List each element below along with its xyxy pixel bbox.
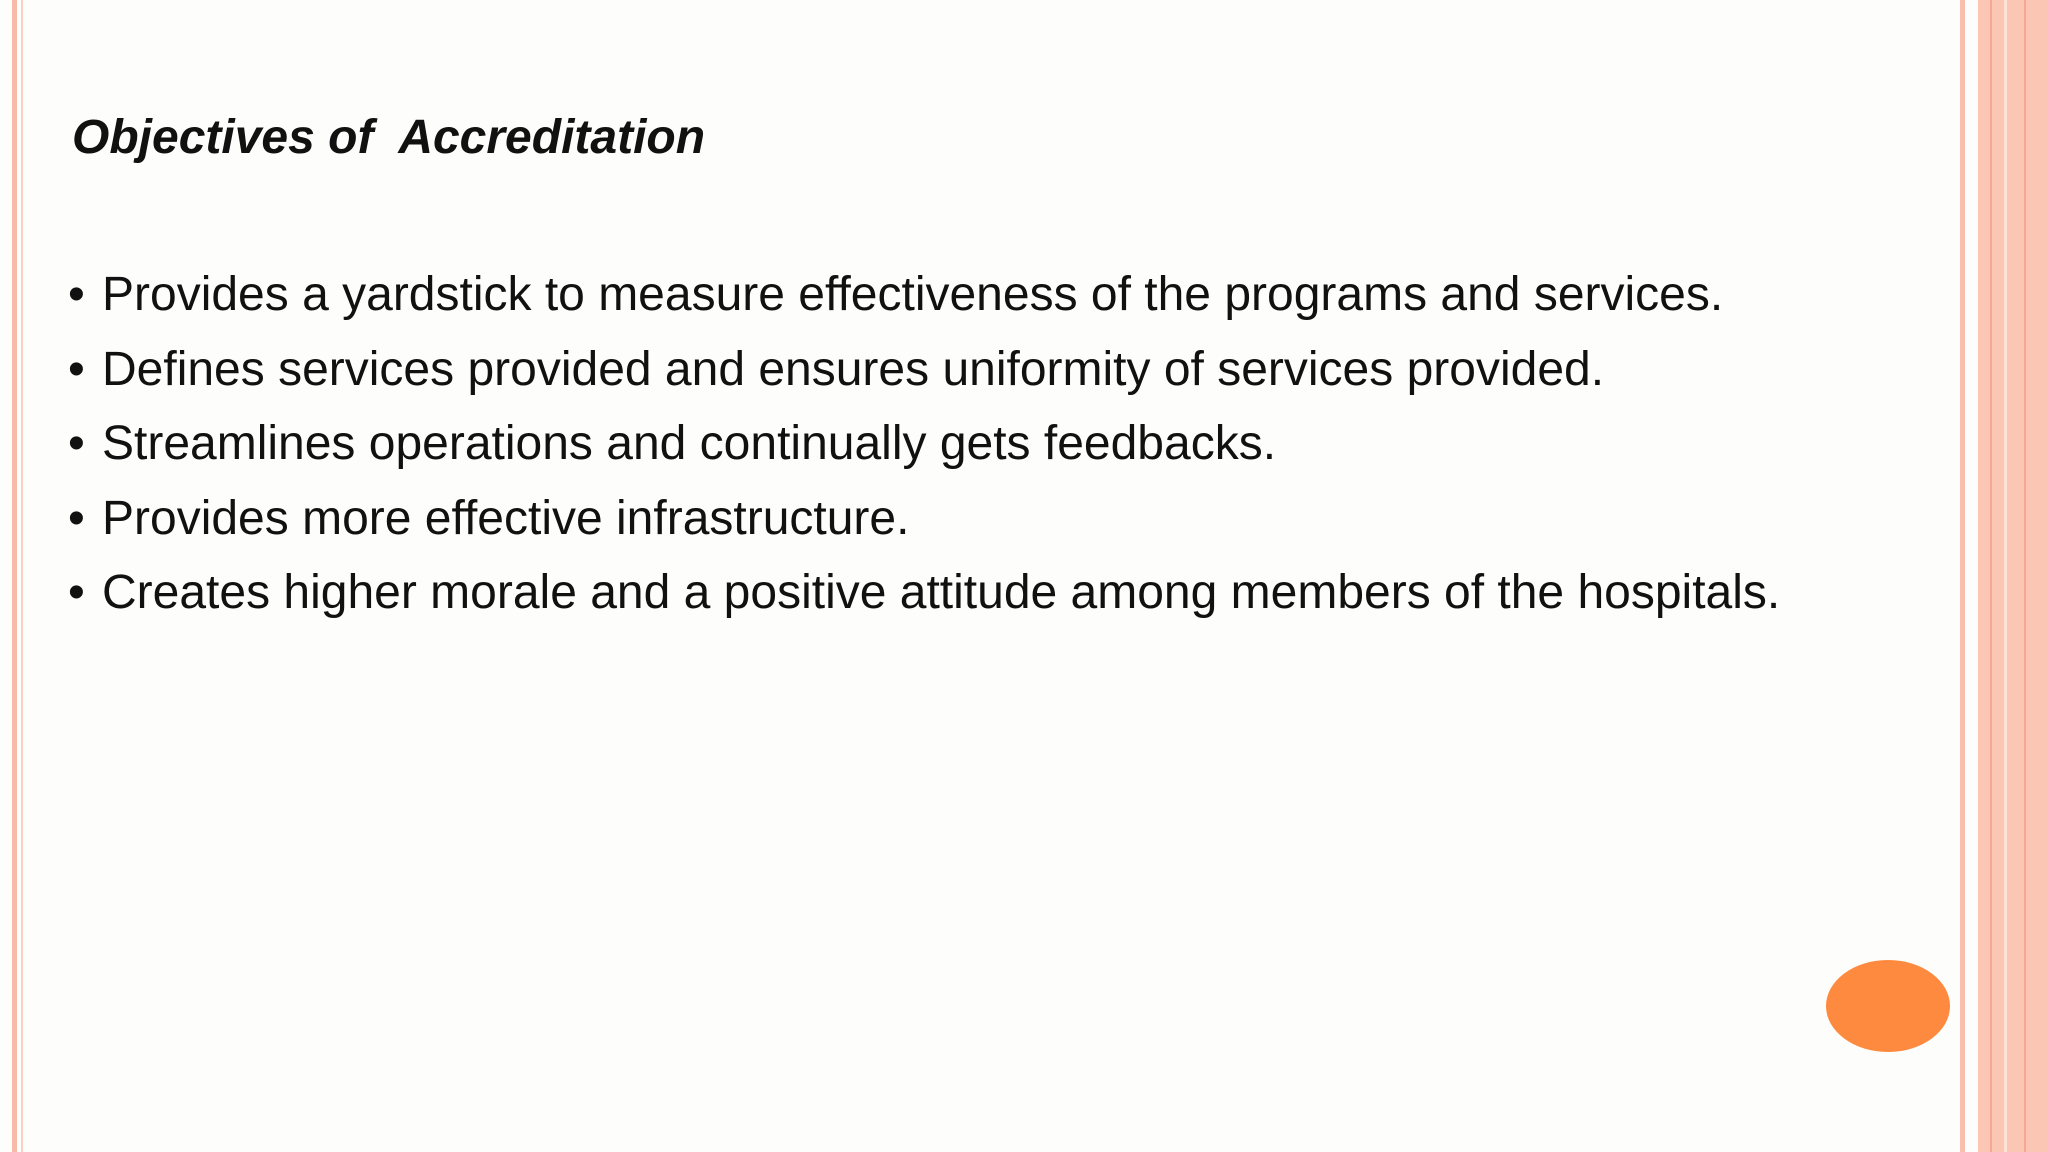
bullet-icon: • xyxy=(68,491,85,545)
bullet-text: Creates higher morale and a positive attitude among members of the hospitals. xyxy=(102,566,1781,619)
bullet-item xyxy=(68,482,1780,557)
bullet-text: Streamlines operations and continually gets feedbacks. xyxy=(102,417,1277,470)
bullet-icon: • xyxy=(68,342,85,396)
bullet-icon: • xyxy=(68,417,85,470)
bullet-text: Defines services provided and ensures uniformity of services provided. xyxy=(102,342,1605,396)
right-band-stripe xyxy=(1990,0,1992,1152)
bullet-icon: • xyxy=(68,566,85,619)
orange-circle-icon xyxy=(1826,960,1950,1052)
bullet-icon: • xyxy=(68,268,85,321)
bullet-item xyxy=(68,407,1780,482)
bullet-item xyxy=(68,333,1780,408)
left-border-line xyxy=(12,0,17,1152)
bullet-text: Provides a yardstick to measure effectiveness of the programs and services. xyxy=(102,268,1724,321)
right-border-line xyxy=(1960,0,1965,1152)
bullet-list xyxy=(68,258,1780,631)
left-border-line-thin xyxy=(21,0,23,1152)
bullet-item xyxy=(68,258,1780,333)
right-band-stripe xyxy=(2024,0,2026,1152)
slide-title: Objectives of Accreditation xyxy=(72,111,706,164)
bullet-item xyxy=(68,556,1780,631)
right-border-band xyxy=(1978,0,2048,1152)
bullet-text: Provides more effective infrastructure. xyxy=(102,491,910,545)
right-band-stripe xyxy=(2004,0,2007,1152)
